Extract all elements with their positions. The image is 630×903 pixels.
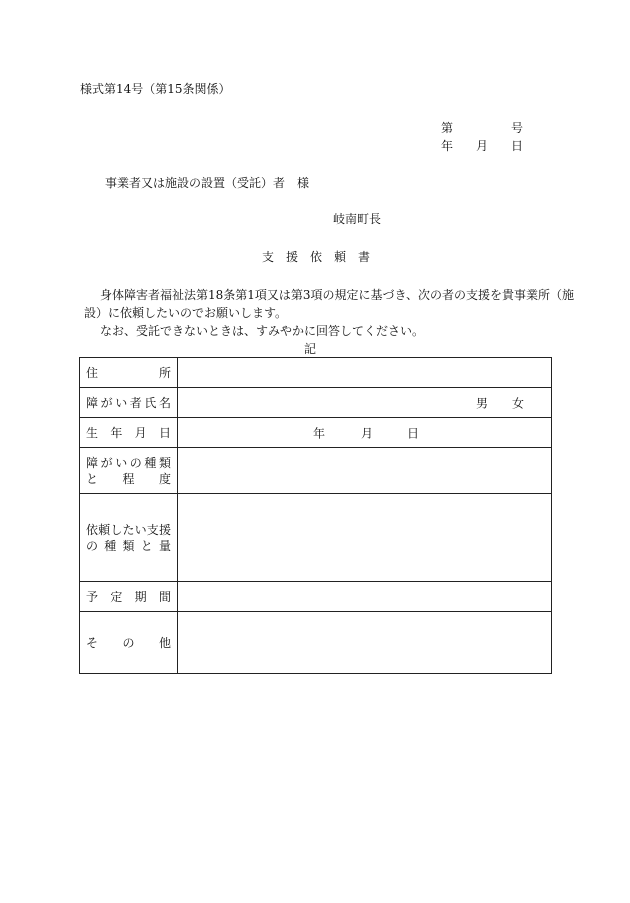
table-row-address	[80, 358, 552, 388]
doc-number-suffix: 号	[511, 121, 524, 135]
value-name[interactable]	[178, 388, 552, 418]
table-row-other	[80, 612, 552, 674]
table-row-disability	[80, 448, 552, 494]
sex-female: 女	[512, 396, 525, 410]
table-row-name	[80, 388, 552, 418]
table-row-period	[80, 582, 552, 612]
date-day: 日	[511, 139, 524, 153]
label-period: 予 定 期 間	[80, 582, 178, 612]
birth-month: 月	[361, 426, 374, 440]
body-line-2: 設）に依頼したいのでお願いします。	[84, 306, 288, 320]
document-title: 支援依頼書	[262, 250, 383, 264]
body-line-1: 身体障害者福祉法第18条第1項又は第3項の規定に基づき、次の者の支援を貴事業所（施	[100, 288, 575, 302]
date-month: 月	[476, 139, 489, 153]
date-year: 年	[441, 139, 454, 153]
value-birthdate[interactable]	[178, 418, 552, 448]
label-birthdate: 生 年 月 日	[80, 418, 178, 448]
ki-heading: 記	[304, 342, 317, 356]
birth-day: 日	[407, 426, 420, 440]
addressee: 事業者又は施設の設置（受託）者 様	[105, 176, 310, 190]
form-number: 様式第14号（第15条関係）	[80, 82, 231, 96]
value-other[interactable]	[178, 612, 552, 674]
label-support: 依 頼 し た い 支 援 の 種 類 と 量	[80, 494, 178, 582]
value-period[interactable]	[178, 582, 552, 612]
value-disability[interactable]	[178, 448, 552, 494]
label-address: 住 所	[80, 358, 178, 388]
value-address[interactable]	[178, 358, 552, 388]
sender: 岐南町長	[333, 212, 382, 226]
table-row-support	[80, 494, 552, 582]
doc-number-prefix: 第	[441, 121, 454, 135]
table-row-birthdate	[80, 418, 552, 448]
label-disability: 障 が い の 種 類 と 程 度	[80, 448, 178, 494]
details-table	[79, 357, 552, 674]
label-other: そ の 他	[80, 612, 178, 674]
value-support[interactable]	[178, 494, 552, 582]
body-line-3: なお、受託できないときは、すみやかに回答してください。	[100, 324, 425, 338]
sex-male: 男	[476, 396, 489, 410]
label-name: 障 が い 者 氏 名	[80, 388, 178, 418]
birth-year: 年	[313, 426, 326, 440]
